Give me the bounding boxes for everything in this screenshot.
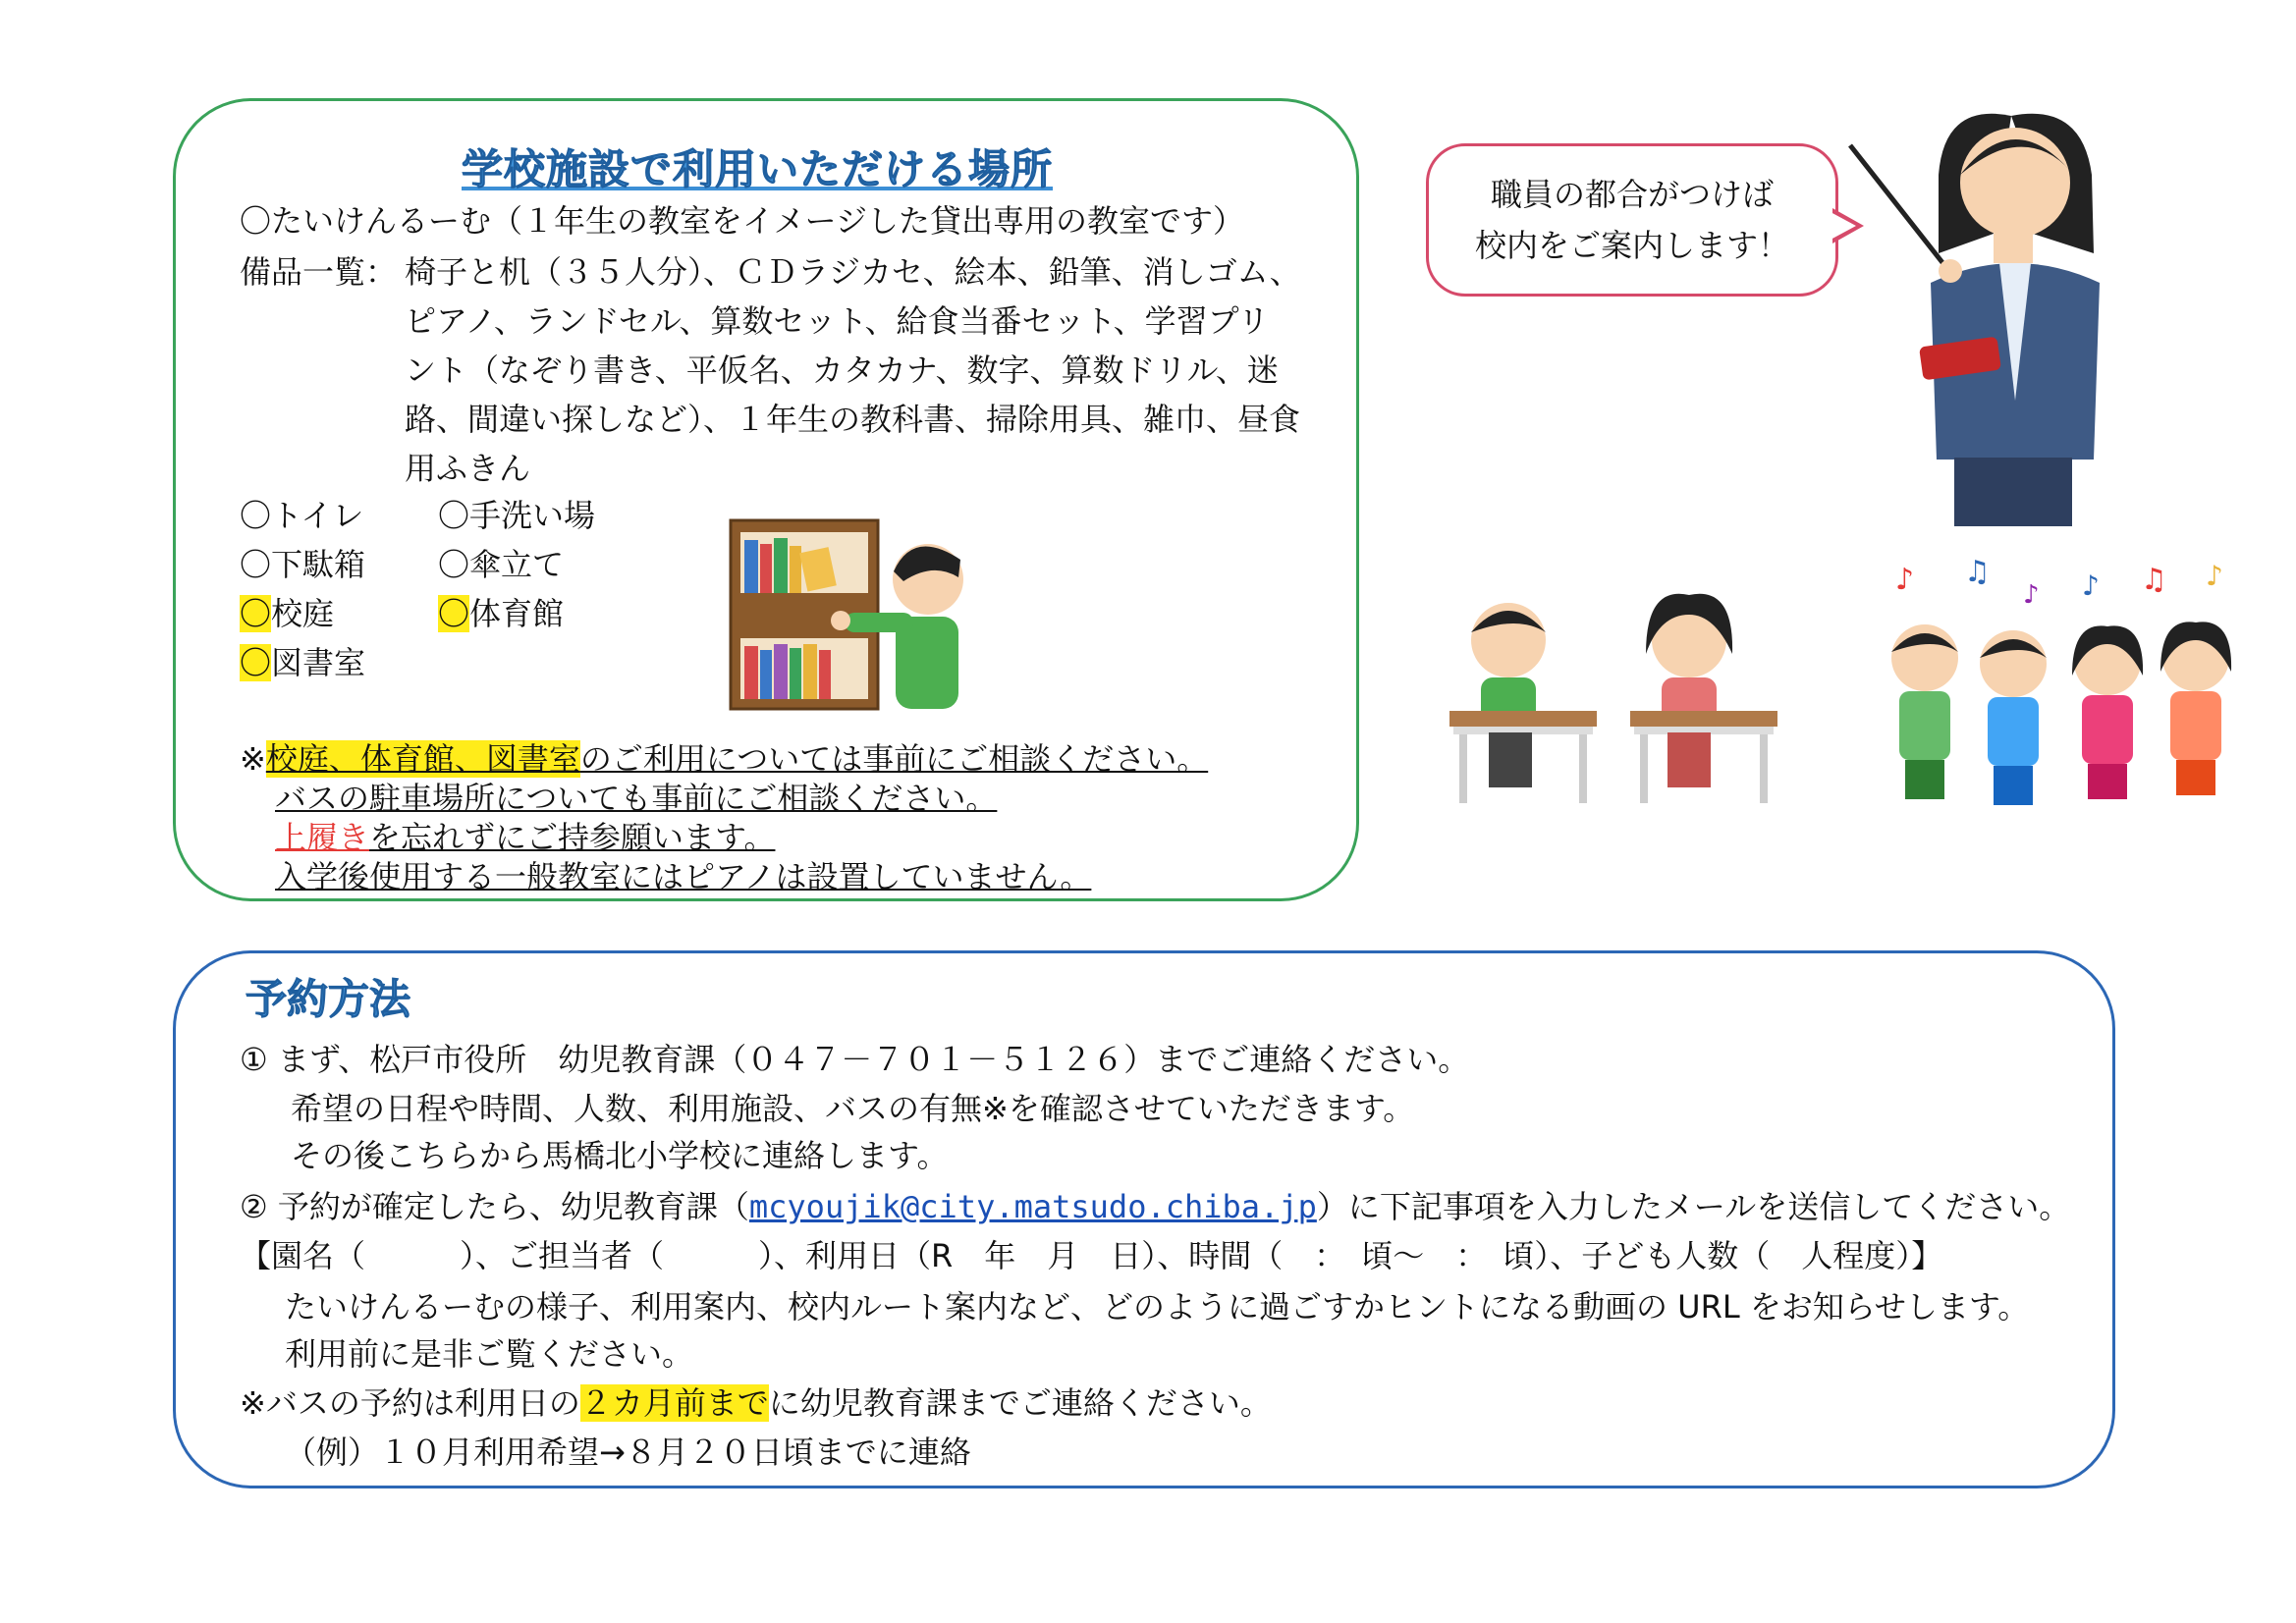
svg-text:♪: ♪: [2023, 580, 2040, 610]
video-line2: 利用前に是非ご覧ください。: [285, 1335, 694, 1373]
example-line: （例）１０月利用希望→８月２０日頃までに連絡: [285, 1434, 971, 1471]
library-mark: 〇: [240, 644, 272, 681]
svg-text:♪: ♪: [2082, 569, 2100, 602]
indoor-shoes-red: 上履き: [275, 819, 370, 856]
students-at-desks-illustration: [1449, 585, 1823, 811]
step1-line3: その後こちらから馬橋北小学校に連絡します。: [291, 1137, 949, 1174]
step1-line2: 希望の日程や時間、人数、利用施設、バスの有無※を確認させていただきます。: [291, 1090, 1415, 1127]
schoolyard-mark: 〇: [240, 595, 272, 632]
equipment-line: 用ふきん: [405, 450, 531, 487]
note-bus-parking: バスの駐車場所についても事前にご相談ください。: [275, 780, 998, 817]
teacher-illustration: [1836, 106, 2160, 528]
bookshelf-boy-illustration: [727, 511, 972, 712]
form-fields-line: 【園名（ ）、ご担当者（ ）、利用日（R 年 月 日）、時間（ ： 頃～ ： 頃）、子ども人数（ 人程度）】: [240, 1237, 1943, 1274]
equipment-line: 椅子と机（３５人分）、ＣＤラジカセ、絵本、鉛筆、消しゴム、: [405, 253, 1301, 291]
equipment-line: ピアノ、ランドセル、算数セット、給食当番セット、学習プリ: [405, 302, 1270, 340]
consult-highlight: 校庭、体育館、図書室: [265, 740, 580, 778]
svg-text:♫: ♫: [2141, 563, 2167, 597]
svg-text:♪: ♪: [2206, 560, 2223, 592]
place-umbrella: 〇傘立て: [438, 546, 565, 583]
singing-children-illustration: [1876, 560, 2249, 815]
equipment-line: 路、間違い探しなど）、１年生の教科書、掃除用具、雑巾、昼食: [405, 401, 1301, 438]
step1-line: ① まず、松戸市役所 幼児教育課（０４７－７０１－５１２６）までご連絡ください。: [240, 1041, 1470, 1078]
svg-text:♪: ♪: [1895, 563, 1915, 597]
equipment-label: 備品一覧：: [240, 253, 398, 291]
svg-text:♫: ♫: [1964, 560, 1991, 589]
step2-line: ② 予約が確定したら、幼児教育課（mcyoujik@city.matsudo.chiba.jp）に下記事項を入力したメールを送信してください。: [240, 1188, 2071, 1225]
two-months-highlight: ２カ月前まで: [579, 1384, 769, 1422]
bus-reservation-line: ※バスの予約は利用日の２カ月前までに幼児教育課までご連絡ください。: [240, 1384, 1272, 1422]
email-link[interactable]: mcyoujik@city.matsudo.chiba.jp: [748, 1188, 1317, 1225]
place-gym: 〇体育館: [438, 595, 565, 632]
place-toilet: 〇トイレ: [240, 497, 364, 534]
note-piano: 入学後使用する一般教室にはピアノは設置していません。: [275, 858, 1092, 895]
speech-bubble-text: 職員の都合がつけば 校内をご案内します！: [1474, 176, 1789, 264]
taiken-room-line: 〇たいけんるーむ（１年生の教室をイメージした貸出専用の教室です）: [240, 202, 1245, 240]
reservation-title: 予約方法: [246, 975, 411, 1023]
place-shoebox: 〇下駄箱: [240, 546, 366, 583]
note-consult: ※校庭、体育館、図書室のご利用については事前にご相談ください。: [240, 740, 1209, 778]
gym-mark: 〇: [438, 595, 470, 632]
place-library: 〇図書室: [240, 644, 366, 681]
equipment-line: ント（なぞり書き、平仮名、カタカナ、数字、算数ドリル、迷: [405, 352, 1279, 389]
video-line1: たいけんるーむの様子、利用案内、校内ルート案内など、どのように過ごすかヒントになる動画の URL をお知らせします。: [285, 1288, 2030, 1325]
place-handwash: 〇手洗い場: [438, 497, 596, 534]
note-indoor-shoes: 上履きを忘れずにご持参願います。: [275, 819, 776, 856]
place-schoolyard: 〇校庭: [240, 595, 335, 632]
facilities-title: 学校施設で利用いただける場所: [462, 145, 1054, 193]
